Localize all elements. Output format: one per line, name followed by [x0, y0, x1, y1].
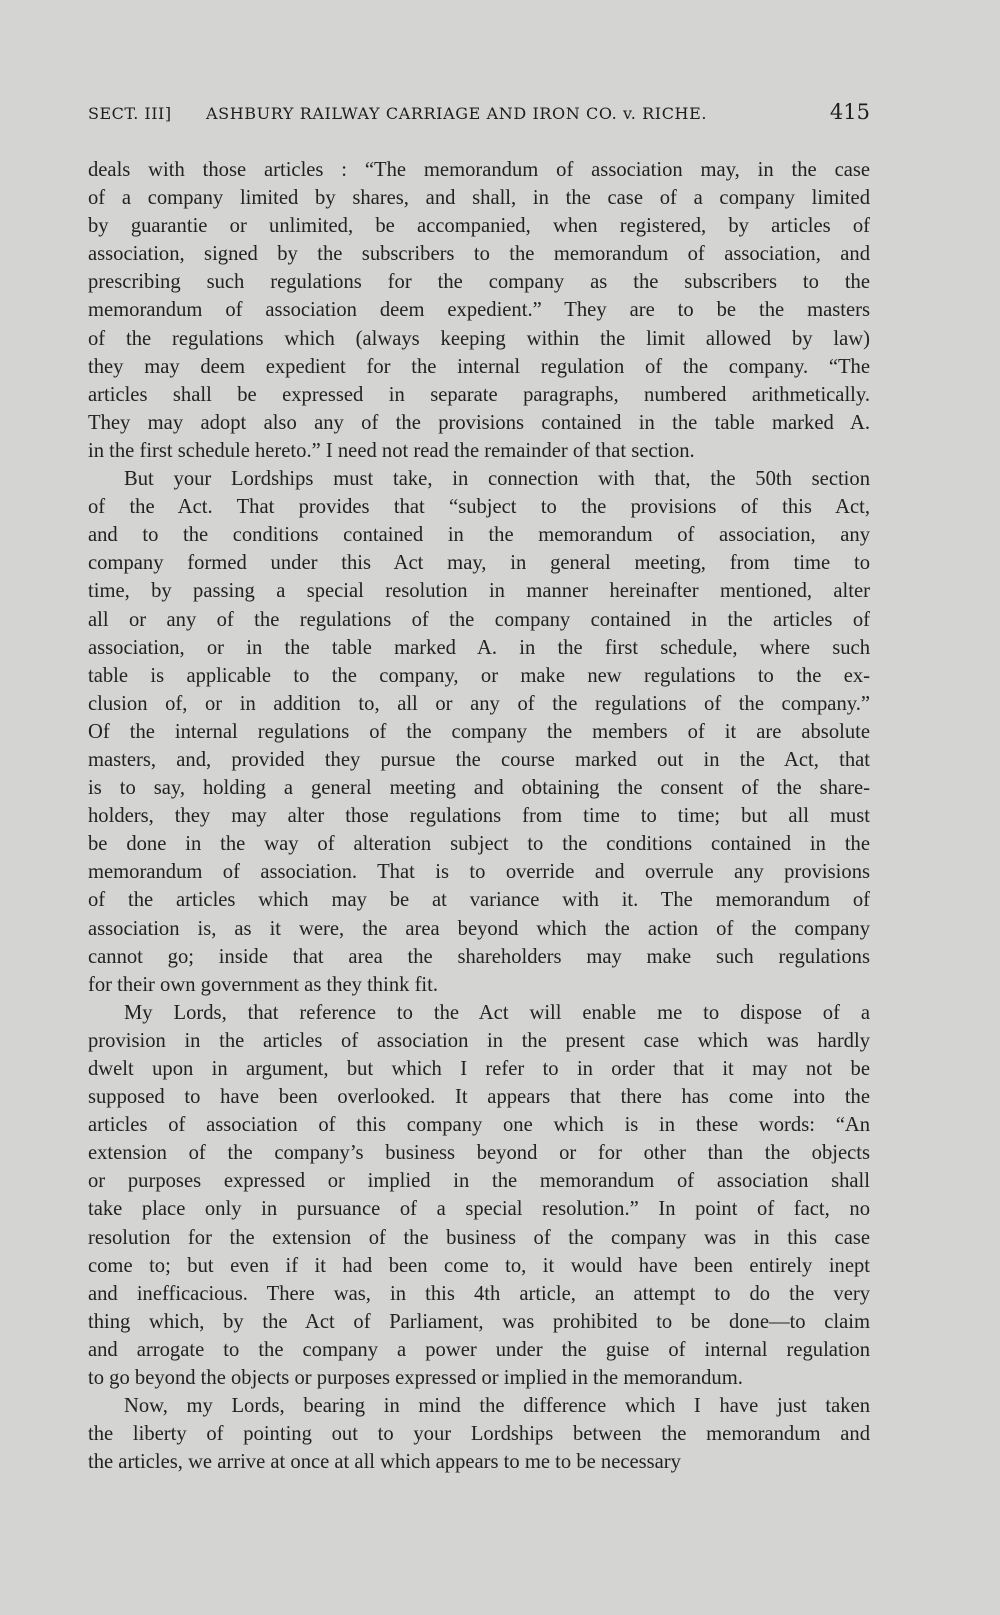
text-line: They may adopt also any of the provisions contained in the table marked A. — [88, 411, 870, 434]
text-line: come to; but even if it had been come to, it would have been entirely inept — [88, 1254, 870, 1277]
text-line: thing which, by the Act of Parliament, was prohibited to be done—to claim — [88, 1310, 870, 1333]
text-line: the articles, we arrive at once at all which appears to me to be necessary — [88, 1451, 681, 1474]
text-line: be done in the way of alteration subject to the conditions contained in the — [88, 833, 870, 856]
page-number: 415 — [829, 100, 870, 124]
text-line: supposed to have been overlooked. It appears that there has come into the — [88, 1086, 870, 1109]
text-line: in the first schedule hereto.” I need not read the remainder of that section. — [88, 439, 695, 462]
text-line: the liberty of pointing out to your Lordships between the memorandum and — [88, 1423, 870, 1446]
text-line: My Lords, that reference to the Act will enable me to dispose of a — [124, 1001, 870, 1024]
text-line: and arrogate to the company a power under the guise of internal regulation — [88, 1338, 870, 1361]
running-title: ASHBURY RAILWAY CARRIAGE AND IRON CO. v. RICHE. — [206, 104, 708, 123]
text-line: resolution for the extension of the business of the company was in this case — [88, 1226, 870, 1249]
paragraph — [88, 1392, 870, 1476]
text-line: dwelt upon in argument, but which I refer to in order that it may not be — [88, 1058, 870, 1080]
text-line: of the regulations which (always keeping within the limit allowed by law) — [88, 327, 870, 350]
text-line: take place only in pursuance of a special resolution.” In point of fact, no — [88, 1198, 870, 1221]
text-line: clusion of, or in addition to, all or any of the regulations of the company.” — [88, 692, 870, 715]
text-line: memorandum of association deem expedient.” They are to be the masters — [88, 299, 870, 322]
text-line: company formed under this Act may, in general meeting, from time to — [88, 552, 870, 575]
text-line: association, signed by the subscribers to the memorandum of association, and — [88, 243, 870, 266]
text-line: table is applicable to the company, or make new regulations to the ex- — [88, 664, 870, 687]
text-line: is to say, holding a general meeting and obtaining the consent of the share- — [88, 777, 870, 800]
text-line: Now, my Lords, bearing in mind the difference which I have just taken — [124, 1395, 870, 1418]
paragraph — [88, 465, 870, 999]
text-line: prescribing such regulations for the company as the subscribers to the — [88, 271, 870, 294]
running-header — [88, 98, 870, 134]
text-line: articles shall be expressed in separate paragraphs, numbered arithmetically. — [88, 383, 870, 406]
text-line: of the articles which may be at variance with it. The memorandum of — [88, 889, 870, 912]
text-line: articles of association of this company one which is in these words: “An — [88, 1114, 870, 1137]
text-line: they may deem expedient for the internal regulation of the company. “The — [88, 355, 870, 378]
text-line: association is, as it were, the area beyond which the action of the company — [88, 917, 870, 940]
text-line: holders, they may alter those regulations from time to time; but all must — [88, 805, 870, 828]
text-line: or purposes expressed or implied in the memorandum of association shall — [88, 1170, 870, 1193]
text-line: all or any of the regulations of the company contained in the articles of — [88, 608, 870, 631]
text-line: of a company limited by shares, and shall, in the case of a company limited — [88, 187, 870, 210]
text-line: for their own government as they think fit. — [88, 973, 439, 996]
text-line: extension of the company’s business beyond or for other than the objects — [88, 1142, 870, 1165]
text-line: of the Act. That provides that “subject to the provisions of this Act, — [88, 496, 870, 519]
text-line: and to the conditions contained in the memorandum of association, any — [88, 524, 870, 547]
text-line: cannot go; inside that area the shareholders may make such regulations — [88, 945, 870, 968]
text-line: masters, and, provided they pursue the course marked out in the Act, that — [88, 748, 870, 771]
text-line: provision in the articles of association in the present case which was hardly — [88, 1029, 870, 1052]
text-line: time, by passing a special resolution in manner hereinafter mentioned, alter — [88, 580, 870, 603]
section-label: SECT. III] — [88, 104, 172, 123]
text-line: to go beyond the objects or purposes expressed or implied in the memorandum. — [88, 1367, 743, 1390]
text-line: association, or in the table marked A. in the first schedule, where such — [88, 636, 870, 659]
paragraph — [88, 156, 870, 465]
text-line: and inefficacious. There was, in this 4th article, an attempt to do the very — [88, 1282, 870, 1305]
text-line: memorandum of association. That is to override and overrule any provisions — [88, 861, 870, 884]
text-line: But your Lordships must take, in connection with that, the 50th section — [124, 468, 870, 491]
text-line: by guarantie or unlimited, be accompanied, when registered, by articles of — [88, 215, 870, 238]
text-line: deals with those articles : “The memorandum of association may, in the case — [88, 159, 870, 181]
page-body-text — [88, 156, 870, 1476]
text-line: Of the internal regulations of the company the members of it are absolute — [88, 720, 870, 743]
paragraph — [88, 999, 870, 1392]
